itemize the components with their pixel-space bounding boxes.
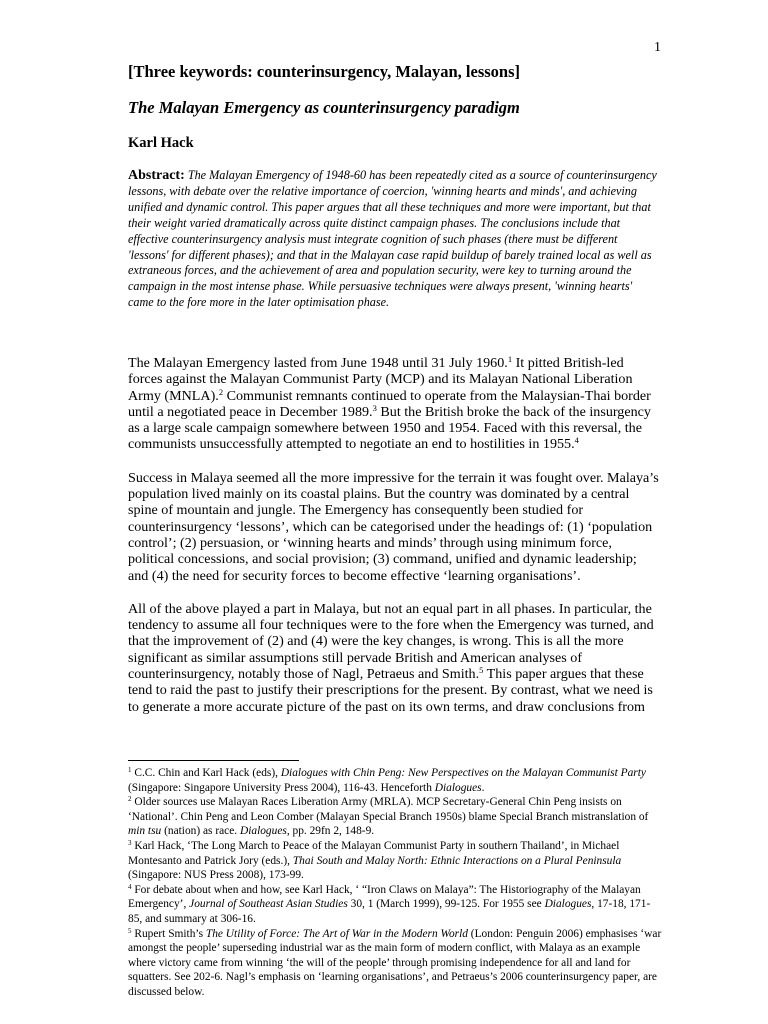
footnote-number: 1 — [128, 766, 132, 774]
footnote-text: , pp. 29fn 2, 148-9. — [286, 825, 375, 838]
footnote-text: Rupert Smith’s — [131, 927, 206, 940]
footnote-number: 2 — [128, 795, 132, 804]
paper-title: The Malayan Emergency as counterinsurgency paradigm — [128, 98, 520, 117]
footnote-text: 30, 1 (March 1999), 99-125. For 1955 see — [347, 898, 545, 911]
abstract-text: The Malayan Emergency of 1948-60 has been repeatedly cited as a source of counterinsurgency lessons, with debate over the relative importance of coercion, 'winning hearts and minds', and achieving unified and dynamic control. This paper argues that all these techniques and more were important, but that their weight varied dramatically across quite distinct campaign phases. The conclusions include that effective counterinsurgency analysis must integrate cognition of such phases (there must be different 'lessons' for different phases); and that in the Malayan case rapid buildup of barely trained local as well as extraneous forces, and the achievement of area and population security, were key to turning around the campaign in the most intense phase. While persuasive techniques were always present, 'winning hearts' came to the fore more in the later optimisation phase. — [128, 168, 657, 310]
body-text — [128, 355, 660, 732]
paragraph-1-text-d: But the British broke the back of the insurgency as a large scale campaign somewhere between 1950 and 1954. Faced with this reversal, the communists unsuccessfully attempted to negotiate an end to hostilities in 1955. — [128, 403, 651, 453]
footnote-italic: Journal of Southeast Asian Studies — [189, 898, 348, 911]
paragraph-2: Success in Malaya seemed all the more impressive for the terrain it was fought over. Malaya’s population lived mainly on its coastal plains. But the country was dominated by a central spine of mountain and jungle. The Emergency has consequently been studied for counterinsurgency ‘lessons’, which can be categorised under the headings of: (1) ‘population control’; (2) persuasion, or ‘winning hearts and minds’ through using minimum force, political concessions, and social provision; (3) command, unified and dynamic leadership; and (4) the need for security forces to become effective ‘learning organisations’. — [128, 469, 659, 584]
footnote-2 — [128, 795, 662, 839]
footnote-number: 5 — [128, 926, 132, 935]
footnote-italic: Dialogues with Chin Peng: New Perspectives on the Malayan Communist Party — [280, 767, 646, 779]
footnote-1 — [128, 766, 662, 795]
keywords-line: [Three keywords: counterinsurgency, Malayan, lessons] — [128, 62, 521, 81]
footnote-text: Older sources use Malayan Races Liberation Army (MRLA). MCP Secretary-General Chin Peng insists on ‘National’. Chin Peng and Leon Comber (Malayan Special Branch 1950s) blame Special Branch mistranslation of — [128, 796, 649, 823]
author-name: Karl Hack — [128, 135, 194, 151]
footnote-text: (nation) as race. — [161, 825, 240, 838]
footnote-ref-5[interactable]: 5 — [479, 665, 484, 676]
paragraph-1-text-c: Communist remnants continued to operate from the Malaysian-Thai border until a negotiated peace in December 1989. — [128, 387, 651, 420]
page-number: 1 — [654, 40, 661, 55]
footnote-ref-1[interactable]: 1 — [507, 354, 513, 364]
footnote-text: , 17-18, 171-85, and summary at 306-16. — [128, 898, 651, 925]
footnote-italic: Dialogues — [239, 825, 287, 838]
footnote-italic: Thai South and Malay North: Ethnic Interactions on a Plural Peninsula — [292, 854, 622, 867]
footnote-text: (Singapore: Singapore University Press 2004), 116-43. Henceforth — [128, 781, 435, 794]
footnote-italic: Dialogues — [544, 898, 592, 911]
footnote-3 — [128, 839, 662, 883]
footnote-text: For debate about when and how, see Karl Hack, ‘ “Iron Claws on Malaya”: The Historiography of the Malayan Emergency’, — [128, 883, 641, 911]
footnote-text: (London: Penguin 2006) emphasises ‘war amongst the people’ superseding industrial war as the main form of modern conflict, with Malaya as an example where victory came from winning ‘the will of the people’ through promising independence for all and land for squatters. See 202-6. Nagl’s emphasis on ‘learning organisations’, and Petraeus’s 2006 counterinsurgency paper, are discussed below. — [128, 927, 662, 998]
footnote-text: C.C. Chin and Karl Hack (eds), — [131, 767, 281, 779]
footnote-italic: The Utility of Force: The Art of War in the Modern World — [205, 927, 468, 940]
footnote-text: (Singapore: NUS Press 2008), 173-99. — [128, 869, 304, 882]
paragraph-3 — [128, 601, 660, 715]
paragraph-1-text-b: It pitted British-led forces against the Malayan Communist Party (MCP) and its Malayan National Liberation Army (MNLA). — [128, 355, 633, 404]
abstract — [128, 168, 658, 311]
footnote-4 — [128, 883, 662, 927]
footnote-text: . — [481, 781, 485, 794]
paragraph-3-text-a: All of the above played a part in Malaya, but not an equal part in all phases. In particular, the tendency to assume all four techniques were to the fore when the Emergency was turned, and that the improvement of (2) and (4) were the key changes, is wrong. This is all the more significant as similar assumptions still pervade British and American analyses of counterinsurgency, notably those of Nagl, Petraeus and Smith. — [128, 600, 654, 683]
footnote-text: Karl Hack, ‘The Long March to Peace of the Malayan Communist Party in southern Thailand’, in Michael Montesanto and Patrick Jory (eds.), — [128, 839, 620, 867]
footnote-ref-2[interactable]: 2 — [218, 386, 224, 397]
abstract-label: Abstract: — [128, 168, 185, 183]
footnote-italic: min tsu — [128, 825, 162, 838]
footnote-number: 4 — [128, 882, 132, 891]
footnote-number: 3 — [128, 838, 132, 847]
paragraph-1 — [128, 355, 660, 453]
footnote-ref-3[interactable]: 3 — [372, 402, 377, 413]
footnote-italic: Dialogues — [434, 781, 482, 794]
paragraph-1-text-a: The Malayan Emergency lasted from June 1948 until 31 July 1960. — [128, 355, 508, 371]
footnote-divider — [128, 760, 299, 761]
footnote-5 — [128, 927, 662, 1000]
footnote-ref-4[interactable]: 4 — [574, 435, 579, 446]
paragraph-3-text-b: This paper argues that these tend to raid the past to justify their prescriptions for the present. By contrast, what we need is to generate a more accurate picture of the past on its own terms, and draw conclusions from — [128, 666, 653, 715]
footnotes — [128, 766, 662, 1000]
